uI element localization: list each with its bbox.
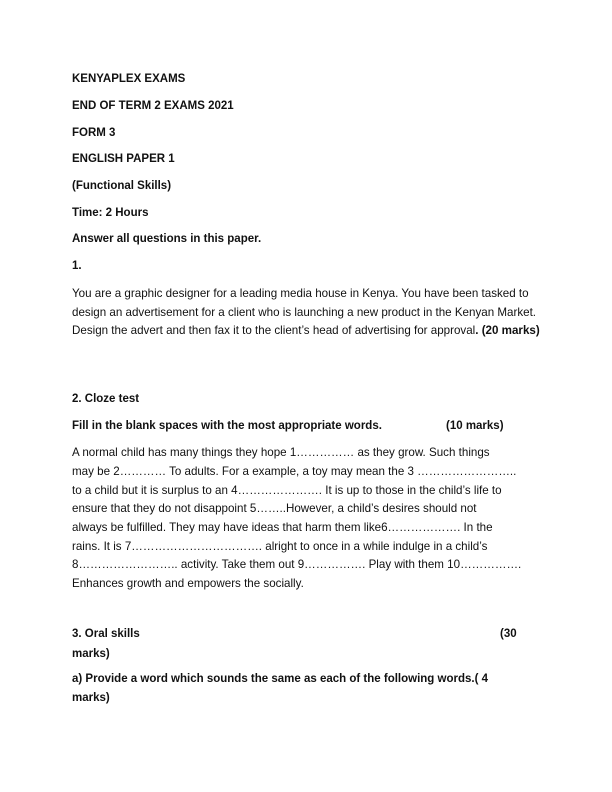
exam-title: END OF TERM 2 EXAMS 2021 — [72, 100, 234, 112]
cloze-line: A normal child has many things they hope 1…………… as they grow. Such things — [72, 446, 490, 459]
cloze-line: to a child but it is surplus to an 4…………………. It is up to those in the child’s life to — [72, 484, 502, 497]
paper-subtitle: (Functional Skills) — [72, 180, 172, 192]
form-label: FORM 3 — [72, 127, 116, 139]
cloze-line: always be fulfilled. They may have ideas that harm them like6………………. In the — [72, 521, 493, 534]
question-3-marks-close: marks) — [72, 648, 110, 660]
question-3a-text: a) Provide a word which sounds the same as each of the following words.( 4 — [72, 673, 488, 685]
question-3-title: 3. Oral skills — [72, 628, 140, 640]
instruction: Answer all questions in this paper. — [72, 233, 262, 245]
cloze-line: ensure that they do not disappoint 5……..However, a child’s desires should not — [72, 502, 477, 515]
question-2-title: 2. Cloze test — [72, 393, 140, 405]
question-2-instruction: Fill in the blank spaces with the most appropriate words. — [72, 420, 382, 432]
time-allowed: Time: 2 Hours — [72, 207, 149, 219]
cloze-line: 8…………………….. activity. Take them out 9……………. Play with them 10……………. — [72, 558, 522, 571]
question-1-text — [72, 285, 542, 341]
cloze-line: Enhances growth and empowers the socially. — [72, 577, 304, 590]
paper-title: ENGLISH PAPER 1 — [72, 153, 175, 165]
cloze-line: may be 2………… To adults. For a example, a toy may mean the 3 …………………….. — [72, 465, 517, 478]
question-1-number: 1. — [72, 260, 82, 272]
question-3-marks-open: (30 — [500, 628, 517, 640]
question-2-marks: (10 marks) — [446, 420, 504, 432]
question-1-body: You are a graphic designer for a leading media house in Kenya. You have been tasked to design an advertisement for a client who is launching a new product in the Kenyan Market. Design the advert and then fax it to the client’s head of advertising for approval — [72, 287, 537, 338]
org-title: KENYAPLEX EXAMS — [72, 73, 186, 85]
cloze-line: rains. It is 7……………………………. alright to once in a while indulge in a child’s — [72, 540, 488, 553]
question-1-marks: . (20 marks) — [475, 324, 540, 338]
question-3a-marks: marks) — [72, 692, 110, 704]
